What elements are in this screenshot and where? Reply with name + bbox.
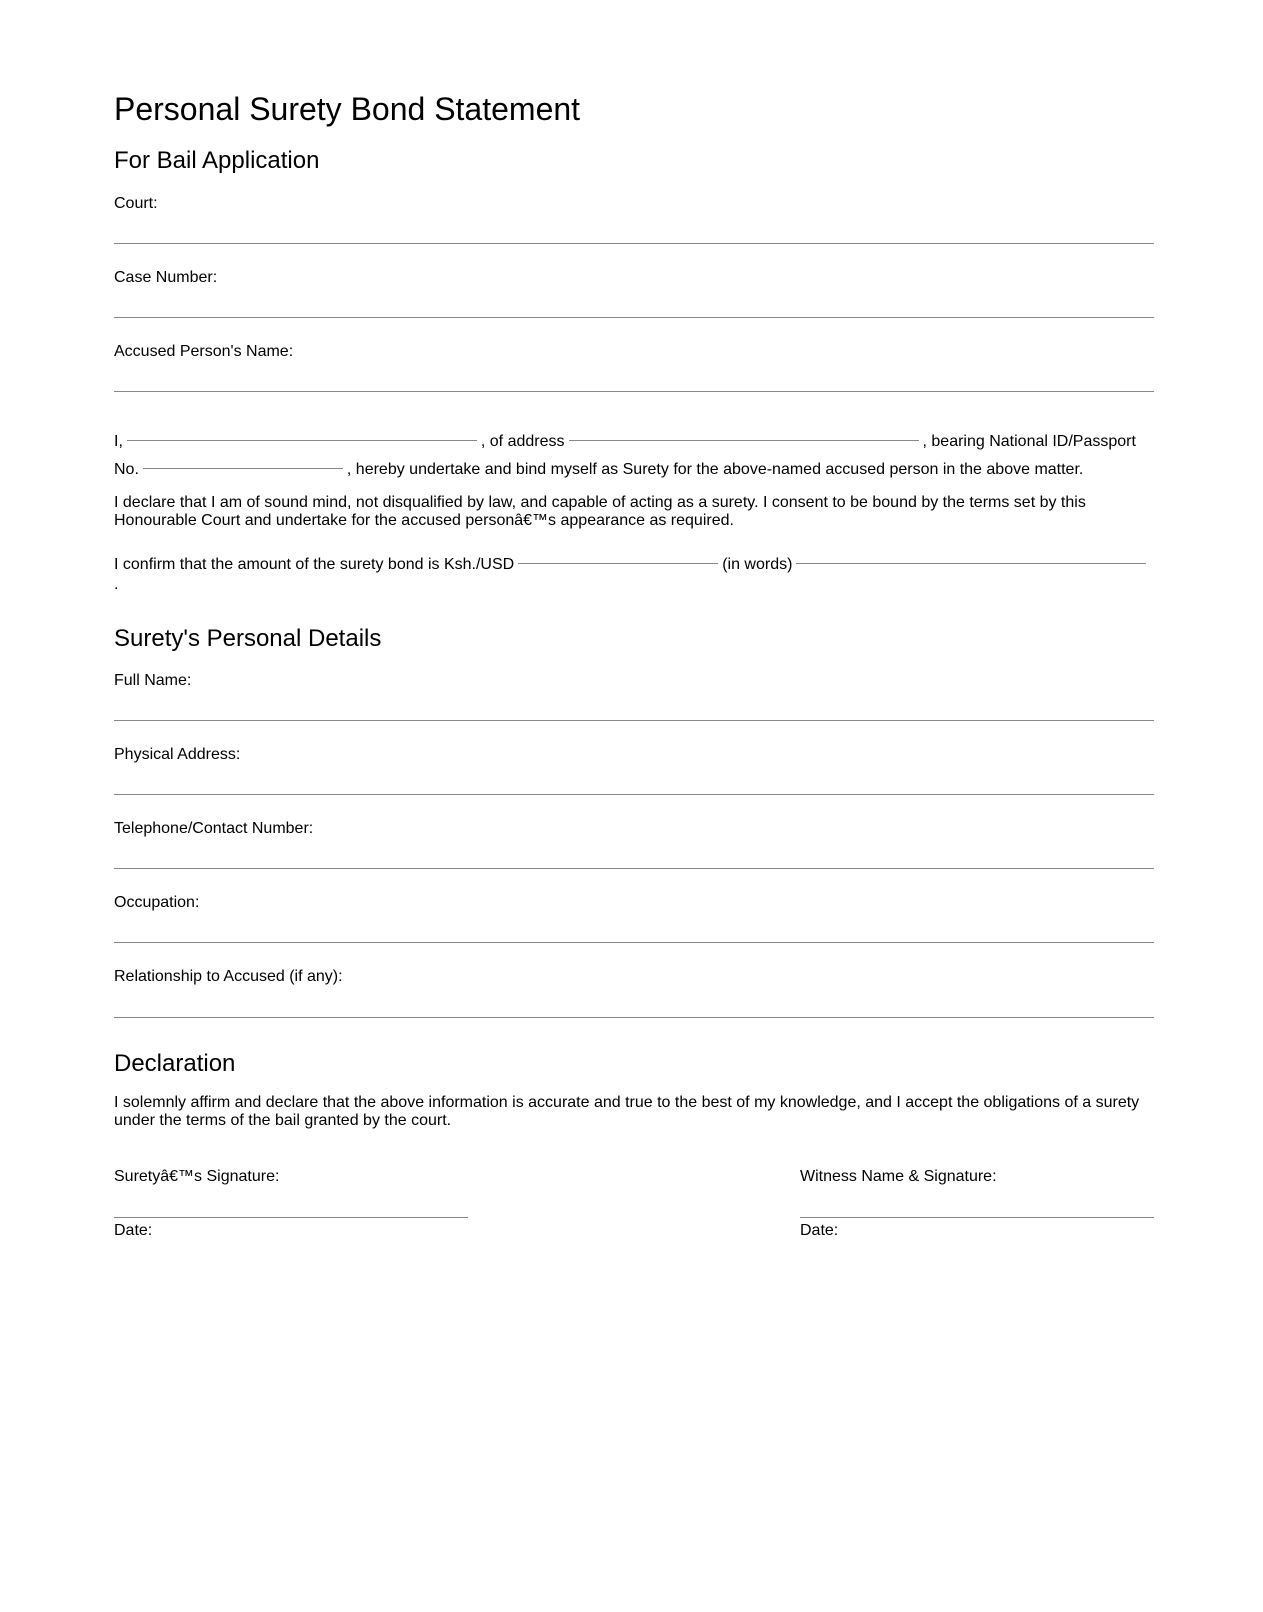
- amount-line: [114, 556, 1146, 574]
- accused-name-label: Accused Person's Name:: [114, 343, 294, 360]
- relationship-field[interactable]: [114, 1017, 1154, 1018]
- witness-signature-field[interactable]: [800, 1217, 1154, 1218]
- bearing-id-text: , bearing National ID/Passport: [922, 433, 1136, 450]
- of-address-text: , of address: [480, 433, 565, 450]
- surety-name-blank[interactable]: [127, 440, 477, 441]
- amount-figure-blank[interactable]: [518, 563, 718, 564]
- amount-suffix: .: [114, 576, 119, 593]
- witness-signature-label: Witness Name & Signature:: [800, 1168, 997, 1185]
- id-number-blank[interactable]: [143, 468, 343, 469]
- full-name-label: Full Name:: [114, 672, 192, 689]
- in-words-text: (in words): [722, 556, 793, 573]
- address-blank[interactable]: [569, 440, 919, 441]
- witness-date-label: Date:: [800, 1222, 839, 1239]
- full-name-field[interactable]: [114, 720, 1154, 721]
- surety-signature-label: Suretyâ€™s Signature:: [114, 1168, 280, 1185]
- court-label: Court:: [114, 195, 158, 212]
- telephone-label: Telephone/Contact Number:: [114, 820, 314, 837]
- case-number-field[interactable]: [114, 317, 1154, 318]
- page-subtitle: For Bail Application: [114, 147, 320, 174]
- relationship-label: Relationship to Accused (if any):: [114, 968, 343, 985]
- undertaking-prefix: I,: [114, 433, 123, 450]
- declaration-text: I solemnly affirm and declare that the above information is accurate and true to the best of my knowledge, and I accept the obligations of a surety under the terms of the bail granted by the court.: [114, 1094, 1140, 1129]
- telephone-field[interactable]: [114, 868, 1154, 869]
- case-number-label: Case Number:: [114, 269, 218, 286]
- undertaking-line-2: [114, 461, 1083, 479]
- id-number-prefix: No.: [114, 461, 139, 478]
- physical-address-label: Physical Address:: [114, 746, 241, 763]
- surety-signature-field[interactable]: [114, 1217, 468, 1218]
- sound-mind-declaration: I declare that I am of sound mind, not disqualified by law, and capable of acting as a surety. I consent to be bound by the terms set by this Honourable Court and undertake for the accused personâ€™s appearance as required.: [114, 494, 1086, 529]
- page-title: Personal Surety Bond Statement: [114, 91, 581, 127]
- amount-words-blank[interactable]: [796, 563, 1146, 564]
- occupation-label: Occupation:: [114, 894, 200, 911]
- surety-details-heading: Surety's Personal Details: [114, 625, 382, 652]
- surety-date-label: Date:: [114, 1222, 153, 1239]
- physical-address-field[interactable]: [114, 794, 1154, 795]
- court-field[interactable]: [114, 243, 1154, 244]
- accused-name-field[interactable]: [114, 391, 1154, 392]
- undertaking-line-1: [114, 433, 1136, 451]
- amount-prefix: I confirm that the amount of the surety bond is Ksh./USD: [114, 556, 515, 573]
- hereby-undertake-text: , hereby undertake and bind myself as Surety for the above-named accused person in the above matter.: [346, 461, 1084, 478]
- occupation-field[interactable]: [114, 942, 1154, 943]
- declaration-heading: Declaration: [114, 1050, 236, 1077]
